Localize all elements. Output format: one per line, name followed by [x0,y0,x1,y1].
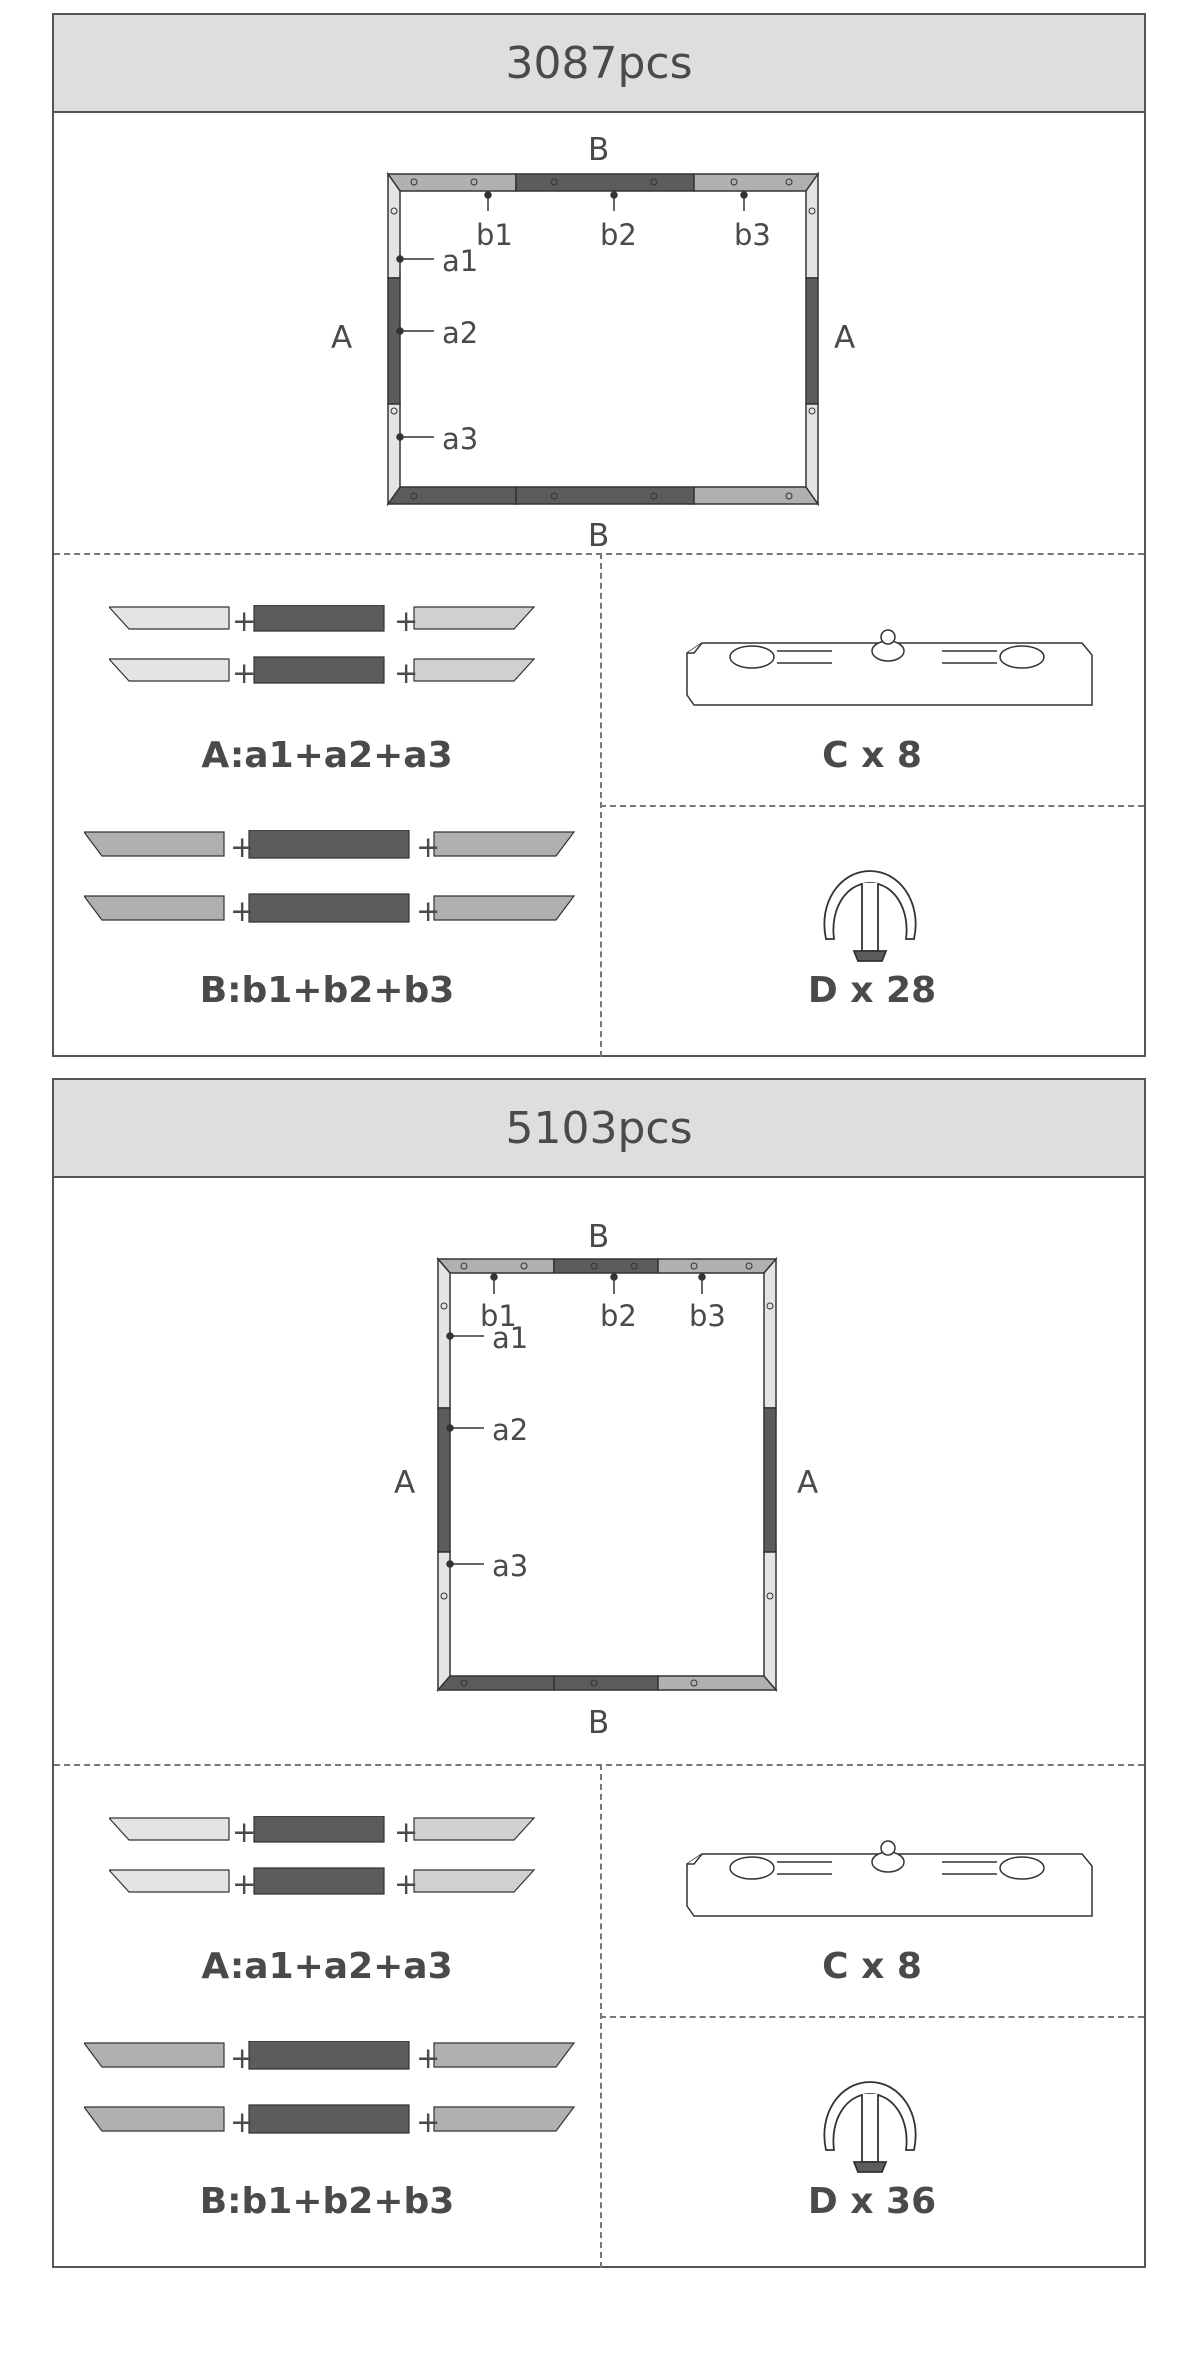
hook-d-icon [810,863,930,973]
a2-piece [388,278,400,404]
plus-sign: + [394,1867,419,1901]
panel-3087pcs [52,13,1146,1057]
plus-sign: + [230,2105,255,2139]
divider-horizontal [54,553,1144,555]
plus-sign: + [230,2041,255,2075]
b1-piece [388,174,516,191]
frame-label-left-a: A [331,320,353,356]
a1-piece [388,174,400,278]
label-a2: a2 [442,316,479,350]
parts-b-drawing [84,2041,604,2141]
plus-sign: + [232,656,257,690]
a3-piece [388,404,400,504]
connector-c-icon [682,1836,1102,1926]
label-a1: a1 [492,1321,529,1355]
right-a1 [806,174,818,278]
frame-label-bottom-b: B [588,1705,610,1741]
plus-sign: + [394,1815,419,1849]
b3-piece [694,174,818,191]
parts-a-drawing [109,1816,589,1906]
frame-diagram [54,111,1144,567]
plus-sign: + [232,1867,257,1901]
caption-c: C x 8 [822,1946,922,1987]
label-a3: a3 [492,1549,529,1583]
frame-drawing [54,1176,1144,1766]
plus-sign: + [230,894,255,928]
plus-sign: + [416,830,441,864]
plus-sign: + [230,830,255,864]
plus-sign: + [416,894,441,928]
frame-label-top-b: B [588,1219,610,1255]
caption-b: B:b1+b2+b3 [199,2181,455,2222]
panel-5103pcs [52,1078,1146,2268]
b2-piece [516,174,694,191]
frame-label-top-b: B [588,132,610,168]
plus-sign: + [394,656,419,690]
panel-title: 5103pcs [54,1080,1144,1178]
right-a3 [806,404,818,504]
caption-d: D x 36 [807,2181,937,2222]
label-b3: b3 [734,218,771,252]
plus-sign: + [416,2105,441,2139]
bottom-b3 [694,487,818,504]
label-b1: b1 [476,218,513,252]
connector-c-icon [682,625,1102,715]
hook-d-icon [810,2074,930,2184]
label-a1: a1 [442,244,479,278]
frame-label-right-a: A [797,1465,819,1501]
parts-b-drawing [84,830,604,930]
frame-diagram [54,1176,1144,1766]
divider-horizontal-right [600,2016,1144,2018]
label-a3: a3 [442,422,479,456]
divider-horizontal-right [600,805,1144,807]
label-b3: b3 [689,1299,726,1333]
frame-label-right-a: A [834,320,856,356]
label-b2: b2 [600,1299,637,1333]
caption-d: D x 28 [807,970,937,1011]
bottom-b1 [388,487,516,504]
caption-a: A:a1+a2+a3 [201,735,453,776]
right-a2 [806,278,818,404]
frame-label-bottom-b: B [588,518,610,554]
caption-c: C x 8 [822,735,922,776]
plus-sign: + [232,604,257,638]
panel-title: 3087pcs [54,15,1144,113]
bottom-b2 [516,487,694,504]
plus-sign: + [394,604,419,638]
label-a2: a2 [492,1413,529,1447]
label-b2: b2 [600,218,637,252]
frame-drawing [54,111,1144,567]
caption-b: B:b1+b2+b3 [199,970,455,1011]
plus-sign: + [416,2041,441,2075]
frame-label-left-a: A [394,1465,416,1501]
divider-horizontal [54,1764,1144,1766]
plus-sign: + [232,1815,257,1849]
label-b1: b1 [480,1299,517,1333]
parts-a-drawing [109,605,589,695]
caption-a: A:a1+a2+a3 [201,1946,453,1987]
